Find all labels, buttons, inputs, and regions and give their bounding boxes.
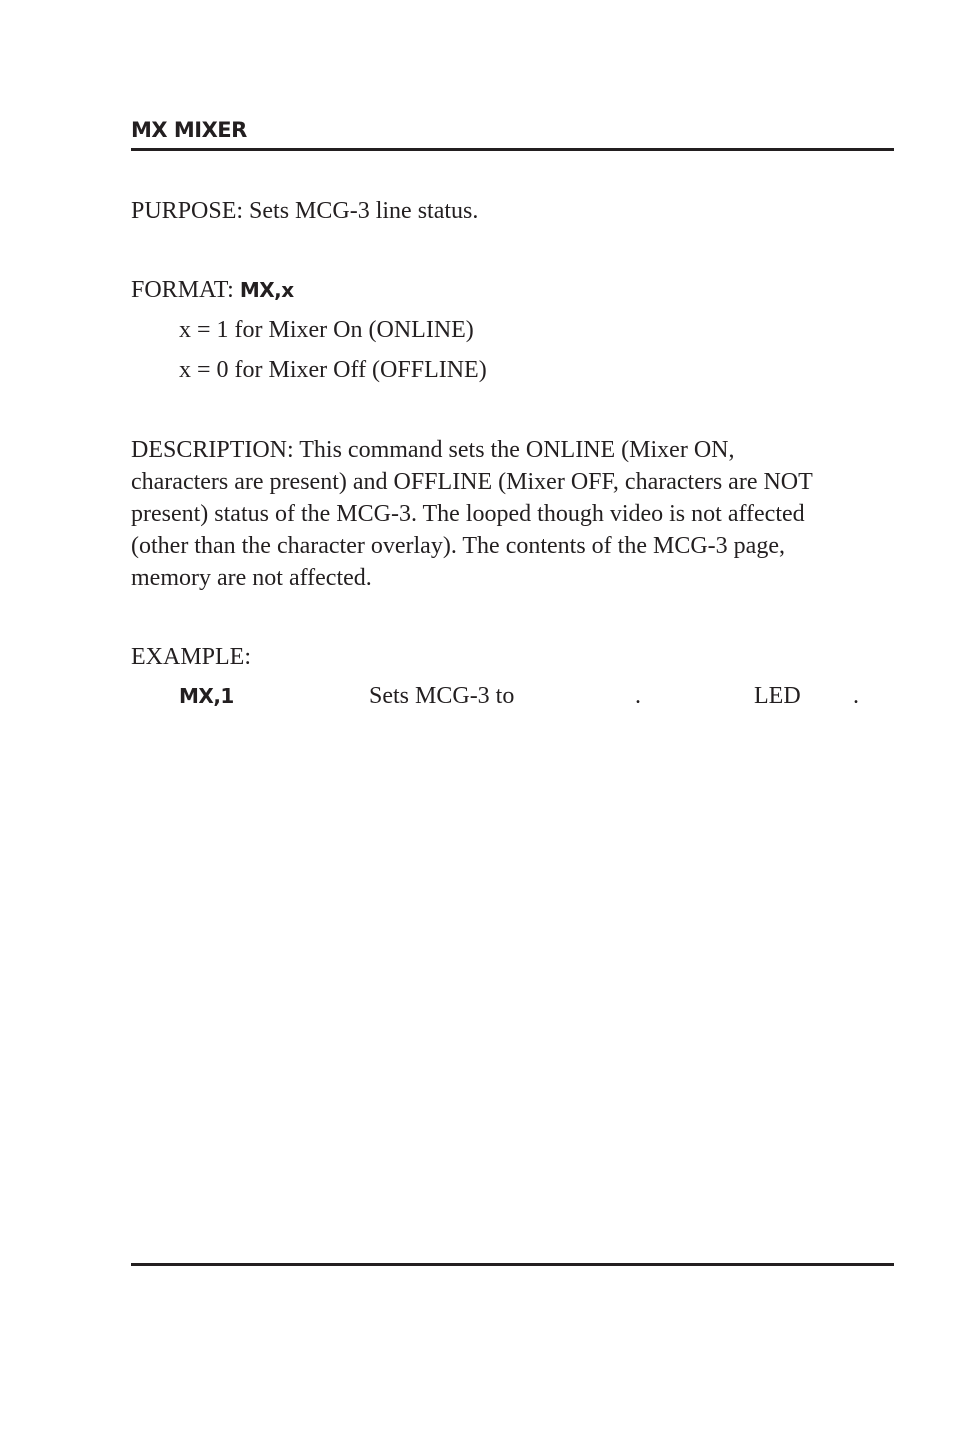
description-line: memory are not affected. — [131, 565, 372, 591]
format-option-on: x = 1 for Mixer On (ONLINE) — [179, 317, 474, 343]
description-line: DESCRIPTION: This command sets the ONLINE (Mixer ON, — [131, 437, 735, 463]
footer-rule — [131, 1263, 894, 1266]
description-line: present) status of the MCG-3. The looped though video is not affected — [131, 501, 805, 527]
description-paragraph — [131, 434, 901, 594]
example-period: . — [853, 683, 859, 709]
format-line — [131, 274, 294, 306]
format-option-off: x = 0 for Mixer Off (OFFLINE) — [179, 357, 487, 383]
description-line: (other than the character overlay). The contents of the MCG-3 page, — [131, 533, 785, 559]
example-period: . — [635, 683, 641, 709]
example-led-label: LED — [754, 683, 801, 709]
example-description: Sets MCG-3 to — [369, 683, 515, 709]
example-command: MX,1 — [179, 684, 234, 708]
header-rule — [131, 148, 894, 151]
format-label: FORMAT: — [131, 277, 240, 303]
format-command: MX,x — [239, 278, 294, 302]
example-label: EXAMPLE: — [131, 644, 251, 670]
description-line: characters are present) and OFFLINE (Mixer OFF, characters are NOT — [131, 469, 813, 495]
purpose-line: PURPOSE: Sets MCG-3 line status. — [131, 198, 479, 224]
section-title: MX MIXER — [131, 118, 247, 142]
